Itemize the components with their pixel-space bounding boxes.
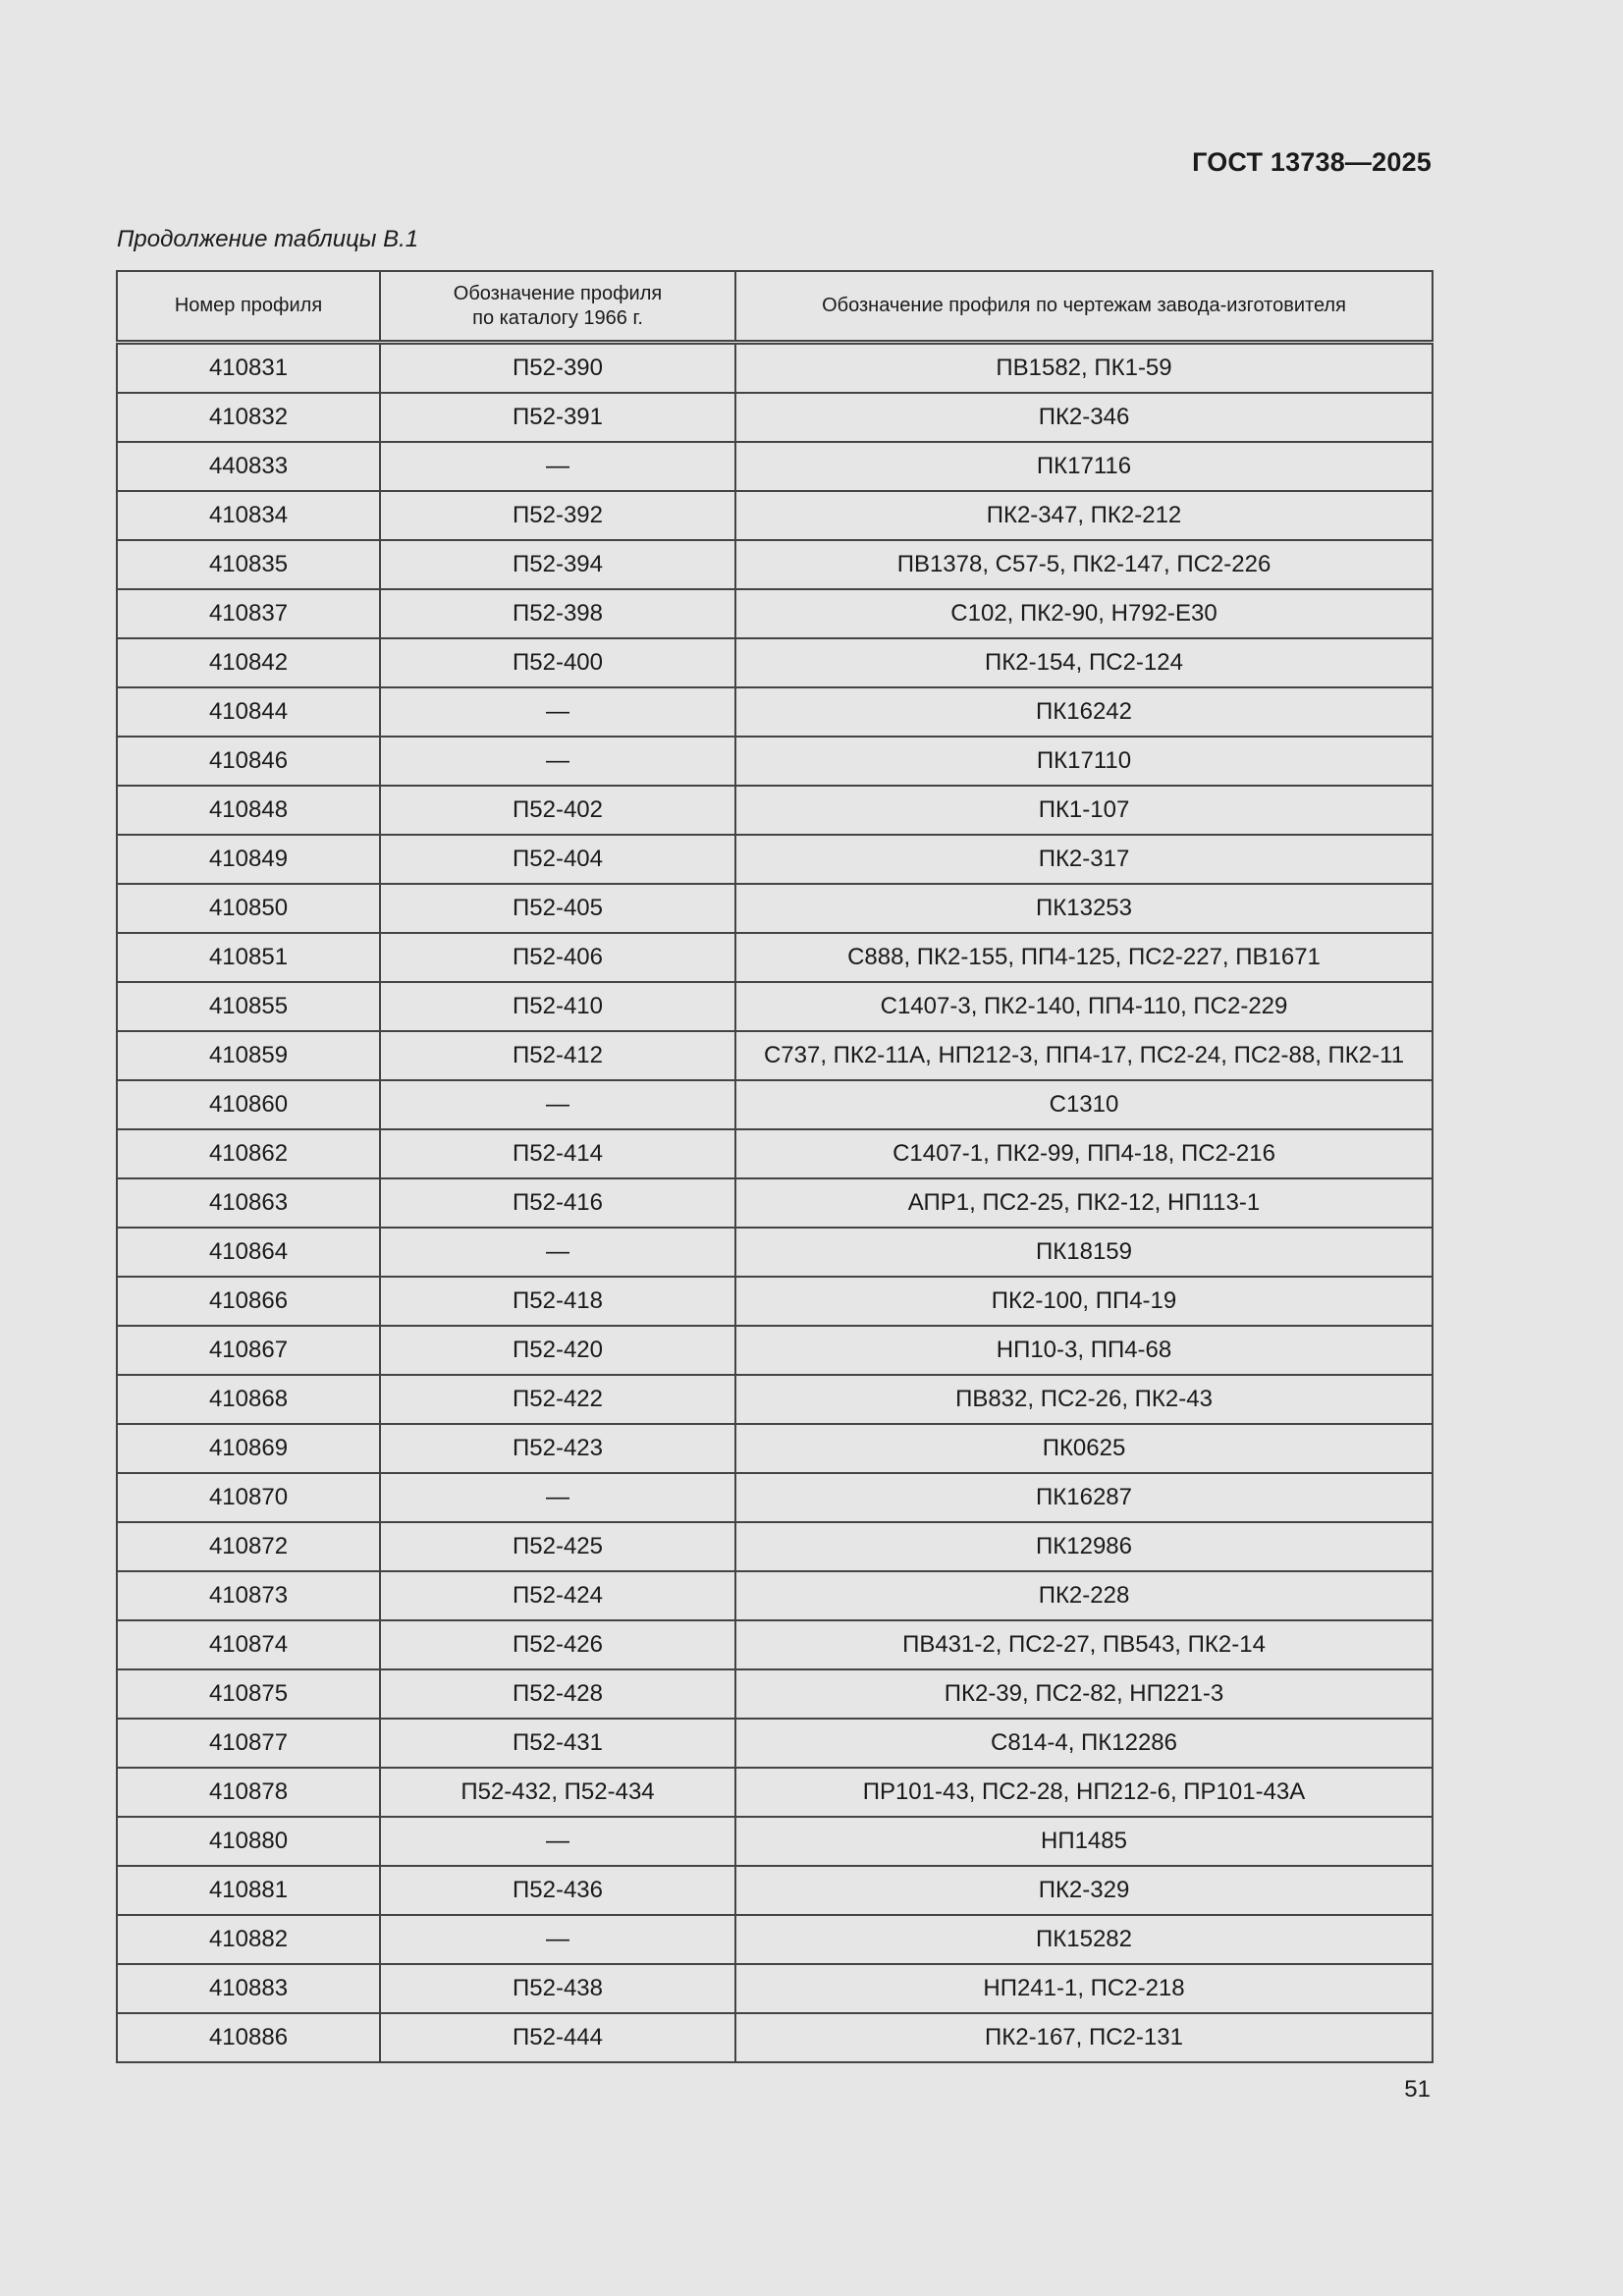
cell-drawing-designation: С737, ПК2-11А, НП212-3, ПП4-17, ПС2-24, ПС2-88, ПК2-11 (735, 1031, 1433, 1080)
cell-catalog-designation: П52-406 (380, 933, 735, 982)
table-row (117, 1964, 1433, 2013)
cell-catalog-designation: П52-391 (380, 393, 735, 442)
cell-catalog-designation: — (380, 1080, 735, 1129)
cell-catalog-designation: П52-426 (380, 1620, 735, 1669)
cell-catalog-designation: П52-444 (380, 2013, 735, 2062)
cell-profile-number: 410844 (117, 687, 380, 737)
table-row (117, 638, 1433, 687)
table-row (117, 1129, 1433, 1178)
table-row (117, 884, 1433, 933)
cell-profile-number: 410848 (117, 786, 380, 835)
cell-profile-number: 410869 (117, 1424, 380, 1473)
table-row (117, 589, 1433, 638)
table-row (117, 1375, 1433, 1424)
cell-drawing-designation: ПК17116 (735, 442, 1433, 491)
cell-drawing-designation: ПК12986 (735, 1522, 1433, 1571)
cell-drawing-designation: НП10-3, ПП4-68 (735, 1326, 1433, 1375)
table-row (117, 442, 1433, 491)
cell-drawing-designation: ПК2-317 (735, 835, 1433, 884)
cell-profile-number: 410837 (117, 589, 380, 638)
table-row (117, 1326, 1433, 1375)
cell-profile-number: 410877 (117, 1719, 380, 1768)
standard-designation: ГОСТ 13738—2025 (1192, 147, 1432, 177)
cell-catalog-designation: П52-414 (380, 1129, 735, 1178)
cell-drawing-designation: ПВ1378, С57-5, ПК2-147, ПС2-226 (735, 540, 1433, 589)
cell-drawing-designation: ПК2-154, ПС2-124 (735, 638, 1433, 687)
table-row (117, 393, 1433, 442)
cell-drawing-designation: ПК2-347, ПК2-212 (735, 491, 1433, 540)
profile-table-container (116, 270, 1432, 2063)
table-row (117, 2013, 1433, 2062)
column-header-profile-number: Номер профиля (117, 271, 380, 343)
cell-drawing-designation: НП1485 (735, 1817, 1433, 1866)
cell-drawing-designation: ПК2-228 (735, 1571, 1433, 1620)
page-number: 51 (1404, 2076, 1431, 2103)
table-row (117, 786, 1433, 835)
cell-profile-number: 410864 (117, 1228, 380, 1277)
cell-drawing-designation: ПК2-346 (735, 393, 1433, 442)
cell-catalog-designation: П52-432, П52-434 (380, 1768, 735, 1817)
cell-drawing-designation: ПК13253 (735, 884, 1433, 933)
table-row (117, 1915, 1433, 1964)
table-row (117, 1719, 1433, 1768)
column-header-catalog-designation (380, 271, 735, 343)
cell-catalog-designation: — (380, 1473, 735, 1522)
cell-profile-number: 410886 (117, 2013, 380, 2062)
cell-profile-number: 410875 (117, 1669, 380, 1719)
cell-profile-number: 410835 (117, 540, 380, 589)
cell-drawing-designation: ПК16287 (735, 1473, 1433, 1522)
table-row (117, 933, 1433, 982)
cell-catalog-designation: П52-431 (380, 1719, 735, 1768)
cell-profile-number: 410883 (117, 1964, 380, 2013)
cell-profile-number: 410832 (117, 393, 380, 442)
table-row (117, 1424, 1433, 1473)
table-row (117, 491, 1433, 540)
cell-profile-number: 410859 (117, 1031, 380, 1080)
cell-drawing-designation: ПР101-43, ПС2-28, НП212-6, ПР101-43А (735, 1768, 1433, 1817)
profile-table (116, 270, 1434, 2063)
cell-profile-number: 410851 (117, 933, 380, 982)
cell-drawing-designation: ПК1-107 (735, 786, 1433, 835)
cell-drawing-designation: АПР1, ПС2-25, ПК2-12, НП113-1 (735, 1178, 1433, 1228)
cell-catalog-designation: П52-428 (380, 1669, 735, 1719)
table-row (117, 1669, 1433, 1719)
cell-catalog-designation: П52-424 (380, 1571, 735, 1620)
cell-profile-number: 410868 (117, 1375, 380, 1424)
table-row (117, 982, 1433, 1031)
table-row (117, 1571, 1433, 1620)
table-caption: Продолжение таблицы В.1 (117, 226, 419, 252)
cell-catalog-designation: П52-390 (380, 343, 735, 394)
cell-drawing-designation: ПВ431-2, ПС2-27, ПВ543, ПК2-14 (735, 1620, 1433, 1669)
table-row (117, 1522, 1433, 1571)
cell-drawing-designation: ПК16242 (735, 687, 1433, 737)
cell-profile-number: 410834 (117, 491, 380, 540)
cell-drawing-designation: С814-4, ПК12286 (735, 1719, 1433, 1768)
cell-profile-number: 410882 (117, 1915, 380, 1964)
column-header-catalog-line1: Обозначение профиля (453, 282, 663, 304)
cell-drawing-designation: ПК0625 (735, 1424, 1433, 1473)
cell-drawing-designation: ПК2-39, ПС2-82, НП221-3 (735, 1669, 1433, 1719)
cell-profile-number: 410870 (117, 1473, 380, 1522)
cell-drawing-designation: ПВ1582, ПК1-59 (735, 343, 1433, 394)
table-body (117, 343, 1433, 2063)
cell-profile-number: 410860 (117, 1080, 380, 1129)
cell-drawing-designation: С1407-3, ПК2-140, ПП4-110, ПС2-229 (735, 982, 1433, 1031)
cell-drawing-designation: ПК15282 (735, 1915, 1433, 1964)
cell-catalog-designation: — (380, 737, 735, 786)
cell-drawing-designation: С1310 (735, 1080, 1433, 1129)
table-row (117, 1768, 1433, 1817)
cell-drawing-designation: НП241-1, ПС2-218 (735, 1964, 1433, 2013)
cell-profile-number: 410862 (117, 1129, 380, 1178)
table-row (117, 1031, 1433, 1080)
cell-catalog-designation: П52-416 (380, 1178, 735, 1228)
table-row (117, 1277, 1433, 1326)
cell-catalog-designation: П52-392 (380, 491, 735, 540)
cell-drawing-designation: С102, ПК2-90, Н792-Е30 (735, 589, 1433, 638)
cell-catalog-designation: П52-400 (380, 638, 735, 687)
table-row (117, 1228, 1433, 1277)
cell-profile-number: 410874 (117, 1620, 380, 1669)
cell-profile-number: 410831 (117, 343, 380, 394)
cell-drawing-designation: С888, ПК2-155, ПП4-125, ПС2-227, ПВ1671 (735, 933, 1433, 982)
cell-catalog-designation: П52-425 (380, 1522, 735, 1571)
cell-catalog-designation: П52-422 (380, 1375, 735, 1424)
cell-profile-number: 410846 (117, 737, 380, 786)
cell-catalog-designation: — (380, 1817, 735, 1866)
table-row (117, 1817, 1433, 1866)
cell-catalog-designation: П52-418 (380, 1277, 735, 1326)
table-row (117, 343, 1433, 394)
table-row (117, 1473, 1433, 1522)
table-row (117, 1866, 1433, 1915)
cell-profile-number: 410850 (117, 884, 380, 933)
cell-catalog-designation: — (380, 1915, 735, 1964)
cell-profile-number: 410878 (117, 1768, 380, 1817)
table-row (117, 737, 1433, 786)
table-row (117, 540, 1433, 589)
cell-catalog-designation: П52-405 (380, 884, 735, 933)
cell-profile-number: 410873 (117, 1571, 380, 1620)
cell-catalog-designation: П52-398 (380, 589, 735, 638)
cell-profile-number: 410863 (117, 1178, 380, 1228)
cell-catalog-designation: П52-402 (380, 786, 735, 835)
column-header-drawing-designation: Обозначение профиля по чертежам завода-изготовителя (735, 271, 1433, 343)
cell-drawing-designation: С1407-1, ПК2-99, ПП4-18, ПС2-216 (735, 1129, 1433, 1178)
cell-drawing-designation: ПК17110 (735, 737, 1433, 786)
table-header (117, 271, 1433, 343)
cell-catalog-designation: П52-394 (380, 540, 735, 589)
cell-profile-number: 410872 (117, 1522, 380, 1571)
cell-catalog-designation: П52-436 (380, 1866, 735, 1915)
cell-profile-number: 440833 (117, 442, 380, 491)
table-row (117, 687, 1433, 737)
cell-catalog-designation: П52-420 (380, 1326, 735, 1375)
cell-profile-number: 410842 (117, 638, 380, 687)
cell-catalog-designation: — (380, 687, 735, 737)
cell-catalog-designation: П52-412 (380, 1031, 735, 1080)
cell-catalog-designation: П52-410 (380, 982, 735, 1031)
cell-drawing-designation: ПК2-329 (735, 1866, 1433, 1915)
header-row (117, 271, 1433, 343)
cell-profile-number: 410881 (117, 1866, 380, 1915)
cell-drawing-designation: ПК18159 (735, 1228, 1433, 1277)
cell-catalog-designation: П52-423 (380, 1424, 735, 1473)
cell-profile-number: 410867 (117, 1326, 380, 1375)
cell-catalog-designation: П52-404 (380, 835, 735, 884)
cell-drawing-designation: ПВ832, ПС2-26, ПК2-43 (735, 1375, 1433, 1424)
cell-drawing-designation: ПК2-167, ПС2-131 (735, 2013, 1433, 2062)
table-row (117, 835, 1433, 884)
cell-catalog-designation: — (380, 442, 735, 491)
cell-catalog-designation: — (380, 1228, 735, 1277)
cell-profile-number: 410849 (117, 835, 380, 884)
column-header-catalog-line2: по каталогу 1966 г. (472, 306, 643, 329)
table-row (117, 1620, 1433, 1669)
cell-profile-number: 410855 (117, 982, 380, 1031)
cell-profile-number: 410880 (117, 1817, 380, 1866)
cell-drawing-designation: ПК2-100, ПП4-19 (735, 1277, 1433, 1326)
table-row (117, 1080, 1433, 1129)
table-row (117, 1178, 1433, 1228)
cell-catalog-designation: П52-438 (380, 1964, 735, 2013)
cell-profile-number: 410866 (117, 1277, 380, 1326)
